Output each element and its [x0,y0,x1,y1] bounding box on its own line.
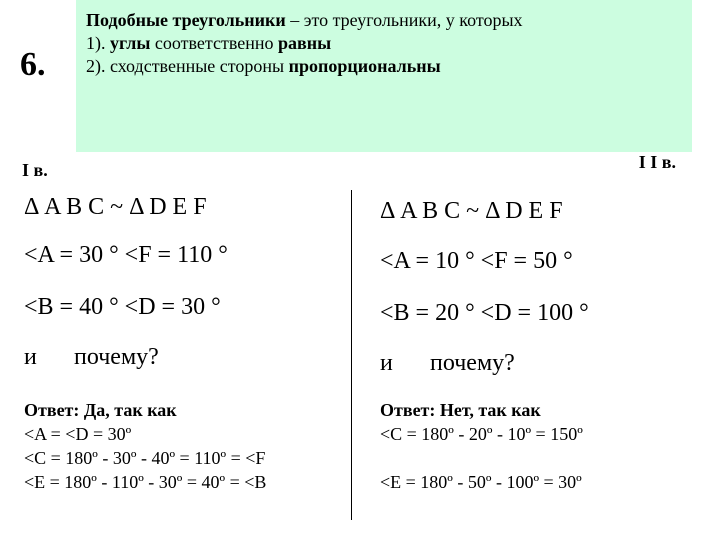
variant-1-angles-row-1: <A = 30 ° <F = 110 ° [24,242,228,268]
variant-1-answer-line: <A = <D = 30º [24,424,132,444]
condition-1-angles: углы [110,33,151,53]
variant-2-why: почему? [430,350,515,376]
variant-2-answer-head: Ответ: Нет, так как [380,400,541,420]
definition-line-1 [86,9,682,32]
condition-2-proportional: пропорциональны [288,56,441,76]
definition-rest: – это треугольники, у которых [285,10,523,30]
column-divider [351,190,352,520]
variant-1-why: почему? [74,344,159,370]
definition-box [76,0,692,152]
definition-term: Подобные треугольники [86,10,286,30]
variant-2-answer-line: <C = 180º - 20º - 10º = 150º [380,424,583,444]
condition-1-prefix: 1). [86,33,110,53]
condition-1-equal: равны [278,33,332,53]
variant-1-question-row [24,344,159,371]
condition-1-mid: соответственно [150,33,279,53]
condition-2-prefix: 2). сходственные стороны [86,56,289,76]
variant-1-answer-line: <E = 180º - 110º - 30º = 40º = <B [24,472,267,492]
variant-1-answer-head: Ответ: Да, так как [24,400,177,420]
variant-1-answer [24,398,266,494]
variant-1-label: I в. [22,160,48,180]
variant-1-and: и [24,344,37,370]
variant-2-answer-line: <E = 180º - 50º - 100º = 30º [380,472,582,492]
variant-1-angles-row-2: <B = 40 ° <D = 30 ° [24,294,221,320]
variant-1-similarity: Δ A B C ~ Δ D E F [24,194,207,220]
variant-2-and: и [380,350,393,376]
variant-2-angles-row-2: <B = 20 ° <D = 100 ° [380,300,589,326]
definition-line-2 [86,32,682,55]
variant-2-answer [380,398,583,494]
definition-line-3 [86,55,682,78]
slide-number: 6. [20,46,46,83]
variant-1-answer-line: <C = 180º - 30º - 40º = 110º = <F [24,448,266,468]
variant-2-question-row [380,350,515,377]
variant-2-label: I I в. [638,152,676,172]
variant-2-similarity: Δ A B C ~ Δ D E F [380,198,563,224]
variant-2-angles-row-1: <A = 10 ° <F = 50 ° [380,248,573,274]
